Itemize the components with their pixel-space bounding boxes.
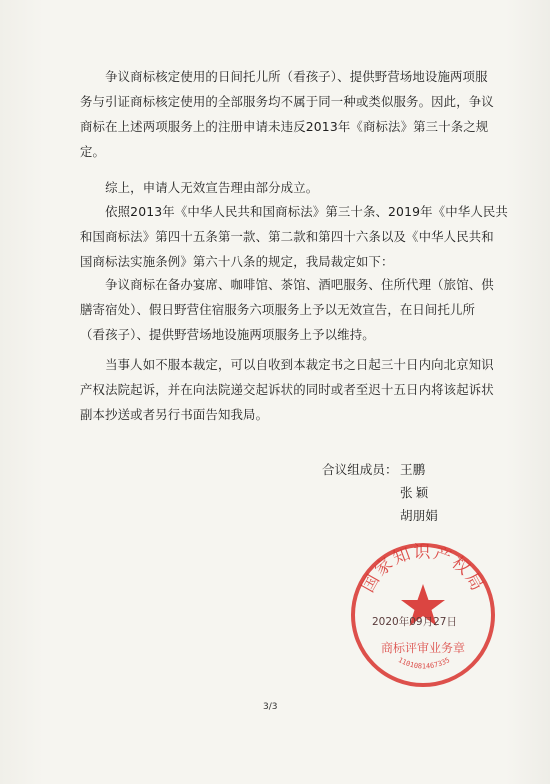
text-line: 务与引证商标核定使用的全部服务均不属于同一种或类似服务。因此，争议 — [80, 94, 494, 109]
text-line: 争议商标核定使用的日间托儿所（看孩子）、提供野营场地设施两项服 — [80, 69, 488, 84]
text-line: 和国商标法》第四十五条第一款、第二款和第四十六条以及《中华人民共和 — [80, 229, 494, 244]
text-line: 产权法院起诉，并在向法院递交起诉状的同时或者至迟十五日内将该起诉状 — [80, 382, 494, 397]
panel-member-name: 张颖 — [400, 485, 432, 500]
paragraph-4 — [80, 272, 494, 347]
paragraph-5 — [80, 352, 494, 427]
text-line: 国商标法实施条例》第六十八条的规定，我局裁定如下： — [80, 254, 394, 269]
text-line: 综上，申请人无效宣告理由部分成立。 — [80, 180, 319, 195]
text-line: （看孩子）、提供野营场地设施两项服务上予以维持。 — [80, 327, 375, 342]
text-line: 定。 — [80, 144, 106, 159]
text-line: 副本抄送或者另行书面告知我局。 — [80, 407, 269, 422]
text-line: 依照2013年《中华人民共和国商标法》第三十条、2019年《中华人民共 — [80, 204, 508, 219]
paragraph-1 — [80, 64, 494, 164]
text-line: 商标在上述两项服务上的注册申请未违反2013年《商标法》第三十条之规 — [80, 119, 489, 134]
decision-date: 2020年09月27日 — [372, 616, 457, 628]
seal-bottom-text: 商标评审业务章 — [380, 641, 466, 655]
text-line: 当事人如不服本裁定，可以自收到本裁定书之日起三十日内向北京知识 — [80, 357, 494, 372]
seal-arc-text: 国家知识产权局 — [358, 542, 488, 596]
panel-member-name: 胡朋娟 — [400, 508, 438, 523]
panel-role-label: 合议组成员： — [322, 462, 398, 477]
paragraph-2 — [80, 175, 480, 200]
seal-code: 1101081467335 — [396, 656, 452, 671]
text-line: 膳寄宿处）、假日野营住宿服务六项服务上予以无效宣告，在日间托儿所 — [80, 302, 476, 317]
page-number: 3/3 — [263, 702, 278, 712]
panel-member-name: 王鹏 — [400, 462, 426, 477]
paragraph-3 — [80, 199, 508, 274]
text-line: 争议商标在备办宴席、咖啡馆、茶馆、酒吧服务、住所代理（旅馆、供 — [80, 277, 494, 292]
